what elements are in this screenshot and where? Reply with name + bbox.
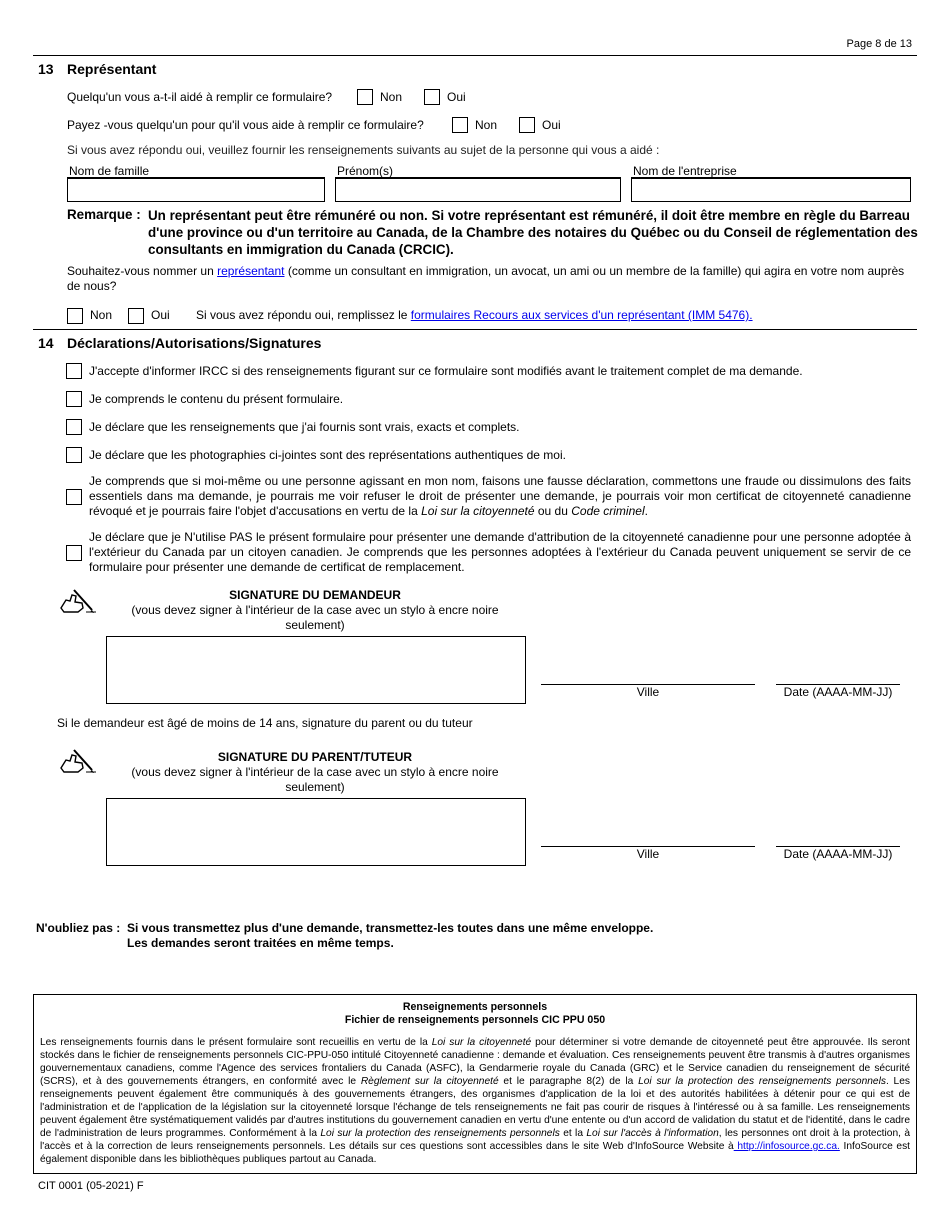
applicant-signature-box[interactable] [106,636,526,704]
imm5476-link[interactable]: formulaires Recours aux services d'un représentant (IMM 5476). [410,308,753,322]
decl-3-text: Je déclare que les renseignements que j'ai fournis sont vrais, exacts et complets. [89,420,520,434]
decl-5-text [89,474,911,519]
privacy-text-f: , les personnes ont droit à la protection, à l'accès et à la correction de leurs renseignements personnels. Les détails sur ces questions sont accessibles dans le site Web d'InfoSource Website à [40,1128,910,1152]
privacy-reg-cit: Règlement sur la citoyenneté [360,1076,499,1087]
decl-5-checkbox[interactable] [66,489,82,505]
nominate-oui-label: Oui [151,308,170,322]
sig1-subtitle: (vous devez signer à l'intérieur de la case avec un stylo à encre noire seulement) [131,603,499,632]
nominate-non-label: Non [90,308,113,322]
privacy-text-d: . Les renseignements peuvent également être communiqués à des gouvernements étrangers, des organismes d'application de la loi et des autorités habilitées à détenir pour ce qui est de l'administration et de l'application de la législation sur la citoyenneté lorsque l'échange de tels renseignements ne fait pas courir de risques à l'intéressé ou à sa famille. Les renseignements peuvent également être systématiquement validés par d'autres institutions du gouvernement canadien en vertu d'une entente ou d'un accord de validation du statut et de l'identité, dans le cadre de l'administration de leurs programmes. Conformément à la [40,1076,910,1139]
decl-5-law1: Loi sur la citoyenneté [421,504,535,518]
label-nom-famille: Nom de famille [69,164,150,178]
remark-label: Remarque : [67,207,141,222]
pay-oui-checkbox[interactable] [519,117,535,133]
decl-6-checkbox[interactable] [66,545,82,561]
privacy-notice [33,994,917,1174]
pen-hand-icon [58,586,98,619]
privacy-text-b: pour déterminer si votre demande de citoyenneté peut être approuvée. Ils seront stockés dans le fichier de renseignements personnels CIC-PPU-050 intitulé Citoyenneté canadienne : demande et évaluation. Ces renseignements peuvent être transmis à d'autres organismes gouvernementaux canadiens, comme l'Agence des services frontaliers du Canada (ASFC), la Gendarmerie royale du Canada (GRC) et le Service canadien du renseignement de sécurité (SCRS), et à des gouvernements étrangers, en conformité avec le [40,1037,911,1087]
privacy-law-access: Loi sur l'accès à l'information [586,1128,719,1139]
nominate-post: (comme un consultant en immigration, un avocat, un ami ou un membre de la famille) qui agira en votre nom auprès de nous? [67,264,905,293]
decl-1-text: J'accepte d'informer IRCC si des renseignements figurant sur ce formulaire sont modifiés avant le traitement complet de ma demande. [89,364,803,378]
privacy-law-priv: Loi sur la protection des renseignements personnels [638,1076,886,1087]
if-yes-label: Si vous avez répondu oui, remplissez le [196,308,408,322]
help-question: Quelqu'un vous a-t-il aidé à remplir ce formulaire? [67,90,333,104]
sig1-title: SIGNATURE DU DEMANDEUR [229,588,401,602]
decl-3-checkbox[interactable] [66,419,82,435]
if-yes-text [196,308,753,322]
reminder-line2: Les demandes seront traitées en même temps. [127,936,394,950]
help-non-checkbox[interactable] [357,89,373,105]
section-14-title: Déclarations/Autorisations/Signatures [67,335,322,351]
remark-body: Un représentant peut être rémunéré ou non. Si votre représentant est rémunéré, il doit être membre en règle du Barreau d'une province ou d'un territoire au Canada, de la Chambre des notaires du Québec ou du Conseil de réglementation des consultants en immigration du Canada (CRCIC). [148,208,918,257]
reminder-label: N'oubliez pas : [36,921,121,935]
pay-oui-label: Oui [542,118,561,132]
privacy-text-g: InfoSource est également disponible dans les bibliothèques publiques partout au Canada. [40,1141,911,1165]
page-number: Page 8 de 13 [846,38,912,50]
decl-6-text: Je déclare que je N'utilise PAS le présent formulaire pour présenter une demande d'attribution de la citoyenneté canadienne pour une personne adoptée à l'extérieur du Canada par un citoyen canadien. Je comprends que les personnes adoptées à l'extérieur du Canada peuvent uniquement se servir de ce formulaire pour présenter une demande de certificat de remplacement. [89,530,911,574]
section-13-title: Représentant [67,61,157,77]
decl-2-text: Je comprends le contenu du présent formulaire. [89,392,344,406]
sig2-title: SIGNATURE DU PARENT/TUTEUR [217,750,413,764]
nominate-question [67,264,907,294]
privacy-text-c: et le paragraphe 8(2) de la [503,1076,634,1087]
representant-link[interactable]: représentant [217,264,285,278]
pen-hand-icon-2 [58,746,98,779]
remark-text [148,207,918,258]
privacy-subtitle: Fichier de renseignements personnels CIC PPU 050 [344,1014,606,1026]
decl-4-checkbox[interactable] [66,447,82,463]
reminder-line1: Si vous transmettez plus d'une demande, transmettez-les toutes dans une même enveloppe. [127,921,654,935]
nominate-non-checkbox[interactable] [67,308,83,324]
decl-5-body: Je comprends que si moi-même ou une personne agissant en mon nom, faisons une fausse déclaration, commettons une fraude ou dissimulons des faits essentiels dans ma demande, je pourrais me voir refuser le droit de présenter une demande, je pourrais voir mon certificat de citoyenneté canadienne révoqué et je pourrais faire l'objet d'accusations en vertu de la [89,474,911,518]
decl-5-ou: ou du [537,504,568,518]
pay-non-label: Non [475,118,498,132]
privacy-body [40,1036,910,1166]
sig2-subtitle: (vous devez signer à l'intérieur de la case avec un stylo à encre noire seulement) [131,765,499,794]
date-2-label: Date (AAAA-MM-JJ) [783,847,893,861]
label-prenom: Prénom(s) [337,164,394,178]
nom-famille-input[interactable] [67,178,325,202]
infosource-link[interactable]: http://infosource.gc.ca. [733,1141,840,1152]
help-non-label: Non [380,90,403,104]
decl-5-law2: Code criminel [571,504,645,518]
privacy-text-a: Les renseignements fournis dans le présent formulaire sont recueillis en vertu de la [40,1037,428,1048]
section-13-number: 13 [38,61,54,77]
decl-1-checkbox[interactable] [66,363,82,379]
top-rule [33,55,917,56]
section-13-rule [33,329,917,330]
help-oui-label: Oui [447,90,466,104]
help-oui-checkbox[interactable] [424,89,440,105]
nominate-oui-checkbox[interactable] [128,308,144,324]
parent-signature-box[interactable] [106,798,526,866]
nominate-pre: Souhaitez-vous nommer un [67,264,214,278]
privacy-law-priv2: Loi sur la protection des renseignements personnels [320,1128,560,1139]
entreprise-input[interactable] [631,178,911,202]
pay-non-checkbox[interactable] [452,117,468,133]
minor-note: Si le demandeur est âgé de moins de 14 ans, signature du parent ou du tuteur [57,716,473,730]
section-14-number: 14 [38,335,54,351]
privacy-law-cit: Loi sur la citoyenneté [431,1037,532,1048]
helper-info: Si vous avez répondu oui, veuillez fournir les renseignements suivants au sujet de la personne qui vous a aidé : [67,143,660,157]
date-1-label: Date (AAAA-MM-JJ) [783,685,893,699]
ville-1-label: Ville [636,685,660,699]
decl-5-end: . [644,504,648,518]
decl-2-checkbox[interactable] [66,391,82,407]
form-code: CIT 0001 (05-2021) F [38,1180,144,1192]
pay-question: Payez -vous quelqu'un pour qu'il vous aide à remplir ce formulaire? [67,118,424,132]
label-entreprise: Nom de l'entreprise [633,164,737,178]
prenom-input[interactable] [335,178,621,202]
decl-4-text: Je déclare que les photographies ci-jointes sont des représentations authentiques de moi. [89,448,566,462]
ville-2-label: Ville [636,847,660,861]
privacy-title: Renseignements personnels [402,1001,548,1013]
privacy-text-e: et la [563,1128,583,1139]
